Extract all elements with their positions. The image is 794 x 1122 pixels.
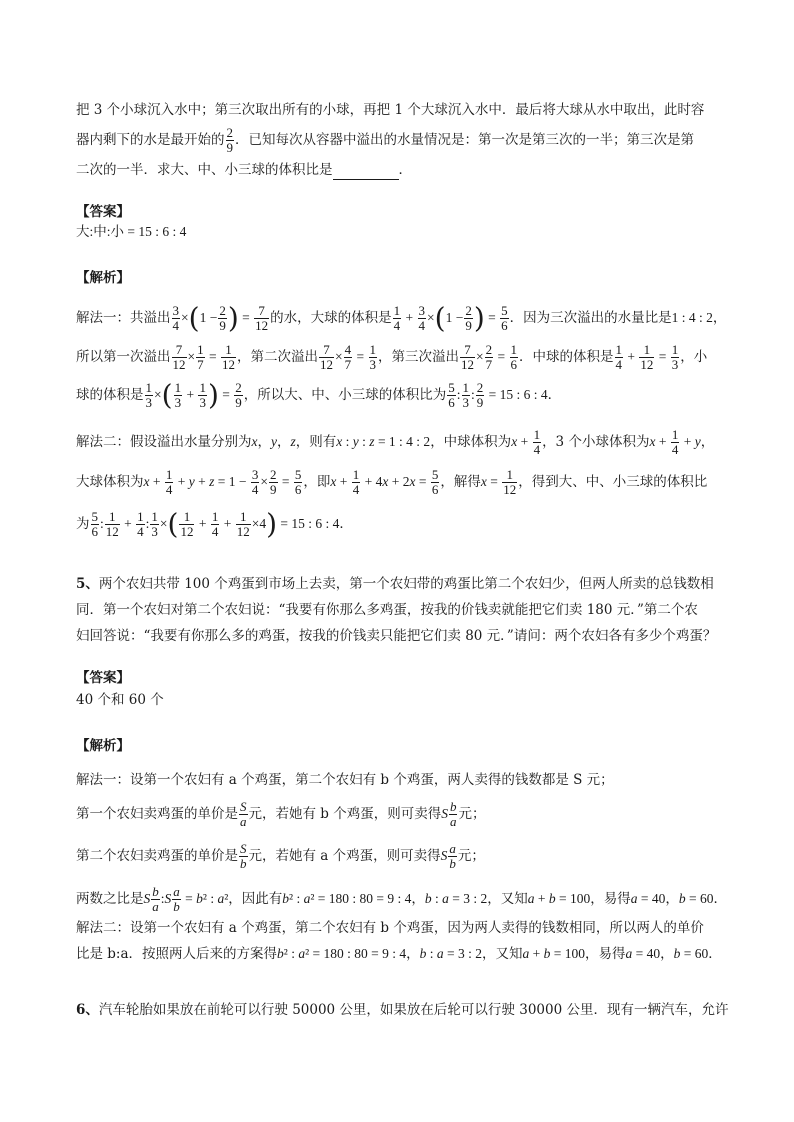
q4-line-1: 把 3 个小球沉入水中；第三次取出所有的小球，再把 1 个大球沉入水中．最后将大球从水中取出，此时容 — [76, 102, 705, 118]
q5-answer: 40 个和 60 个 — [76, 692, 164, 708]
q5-line-1: 5、两个农妇共带 100 个鸡蛋到市场上去卖，第一个农妇带的鸡蛋比第二个农妇少，但两人所卖的总钱数相 — [76, 576, 714, 592]
q6-line-1: 6、汽车轮胎如果放在前轮可以行驶 50000 公里，如果放在后轮可以行驶 30000 公里．现有一辆汽车，允许 — [76, 1002, 729, 1018]
q4-answer: 大:中:小 = 15 : 6 : 4 — [76, 224, 187, 239]
q5-method1-line-4: 两数之比是S $\frac{b}{a}$ :S $\frac{a}{b}$ = b² : a²，因此有b² : a² = 180 : 80 = 9 : 4，b : a = 3 : 2，又知a + b = 100，易得a = 40，b = 60． — [76, 884, 727, 914]
q4-method1-line-3: 球的体积是 $\frac{1}{3}$ ×( $\frac{1}{3}$ + $\frac{1}{3}$ ) = $\frac{2}{9}$ ，所以大、中、小三球的体积比为 $\frac{5}{6}$ : $\frac{1}{3}$ : $\frac{2}{9}$ = 15 : 6 : 4． — [76, 378, 562, 412]
q4-method1-line-2: 所以第一次溢出 $\frac{7}{12}$ × $\frac{1}{7}$ = $\frac{1}{12}$ ，第二次溢出 $\frac{7}{12}$ × $\frac{4}{7}$ = $\frac{1}{3}$ ，第三次溢出 $\frac{7}{12}$ × $\frac{2}{7}$ = $\frac{1}{6}$ ．中球的体积是 $\frac{1}{4}$ + $\frac{1}{12}$ = $\frac{1}{3}$ ，小 — [76, 342, 708, 372]
q4-analysis-label: 【解析】 — [76, 270, 130, 286]
q4-line-3: 二次的一半．求大、中、小三球的体积比是 ． — [76, 162, 412, 178]
q5-line-2: 同．第一个农妇对第二个农妇说：“我要有你那么多鸡蛋，按我的价钱卖就能把它们卖 180 元．”第二个农 — [76, 602, 698, 618]
q5-analysis-label: 【解析】 — [76, 738, 130, 754]
q5-method1-line-2: 第一个农妇卖鸡蛋的单价是 $\frac{S}{a}$ 元，若她有 b 个鸡蛋，则可卖得S $\frac{b}{a}$ 元； — [76, 799, 486, 829]
q4-answer-label: 【答案】 — [76, 204, 130, 220]
q5-answer-label: 【答案】 — [76, 670, 130, 686]
q5-method1-line-3: 第二个农妇卖鸡蛋的单价是 $\frac{S}{b}$ 元，若她有 a 个鸡蛋，则可卖得S $\frac{a}{b}$ 元； — [76, 841, 485, 871]
q4-method2-line-3: 为 $\frac{5}{6}$ : $\frac{1}{12}$ + $\frac{1}{4}$ : $\frac{1}{3}$ ×( $\frac{1}{12}$ + $\frac{1}{4}$ + $\frac{1}{12}$ ×4) = 15 : 6 : 4． — [76, 507, 353, 541]
q4-line-2: 器内剩下的水是最开始的 $\frac{2}{9}$ ．已知每次从容器中溢出的水量情况是：第一次是第三次的一半；第三次是第 — [76, 125, 694, 155]
q5-method1-line-1: 解法一：设第一个农妇有 a 个鸡蛋，第二个农妇有 b 个鸡蛋，两人卖得的钱数都是 S 元； — [76, 772, 614, 788]
q5-method2-line-2: 比是 b:a．按照两人后来的方案得b² : a² = 180 : 80 = 9 : 4，b : a = 3 : 2，又知a + b = 100，易得a = 40，b = 60． — [76, 946, 722, 962]
q5-line-3: 妇回答说：“我要有你那么多的鸡蛋，按我的价钱卖只能把它们卖 80 元．”请问：两个农妇各有多少个鸡蛋？ — [76, 628, 717, 644]
answer-blank — [333, 165, 399, 180]
q4-method2-line-2: 大球体积为x + $\frac{1}{4}$ + y + z = 1 − $\frac{3}{4}$ × $\frac{2}{9}$ = $\frac{5}{6}$ ，即x + $\frac{1}{4}$ + 4x + 2x = $\frac{5}{6}$ ，解得x = $\frac{1}{12}$ ，得到大、中、小三球的体积比 — [76, 467, 708, 497]
q4-method2-line-1: 解法二：假设溢出水量分别为x，y，z，则有x : y : z = 1 : 4 : 2，中球体积为x + $\frac{1}{4}$ ，3 个小球体积为x + $\frac{1}{4}$ + y， — [76, 427, 715, 457]
q5-method2-line-1: 解法二：设第一个农妇有 a 个鸡蛋，第二个农妇有 b 个鸡蛋，因为两人卖得的钱数相同，所以两人的单价 — [76, 920, 704, 936]
q4-method1-line-1: 解法一：共溢出 $\frac{3}{4}$ ×(1 − $\frac{2}{9}$ ) = $\frac{7}{12}$ 的水，大球的体积是 $\frac{1}{4}$ + $\frac{3}{4}$ ×(1 − $\frac{2}{9}$ ) = $\frac{5}{6}$ ．因为三次溢出的水量比是1 : 4 : 2， — [76, 301, 727, 335]
fraction: $\frac{2}{9}$ — [226, 125, 233, 155]
